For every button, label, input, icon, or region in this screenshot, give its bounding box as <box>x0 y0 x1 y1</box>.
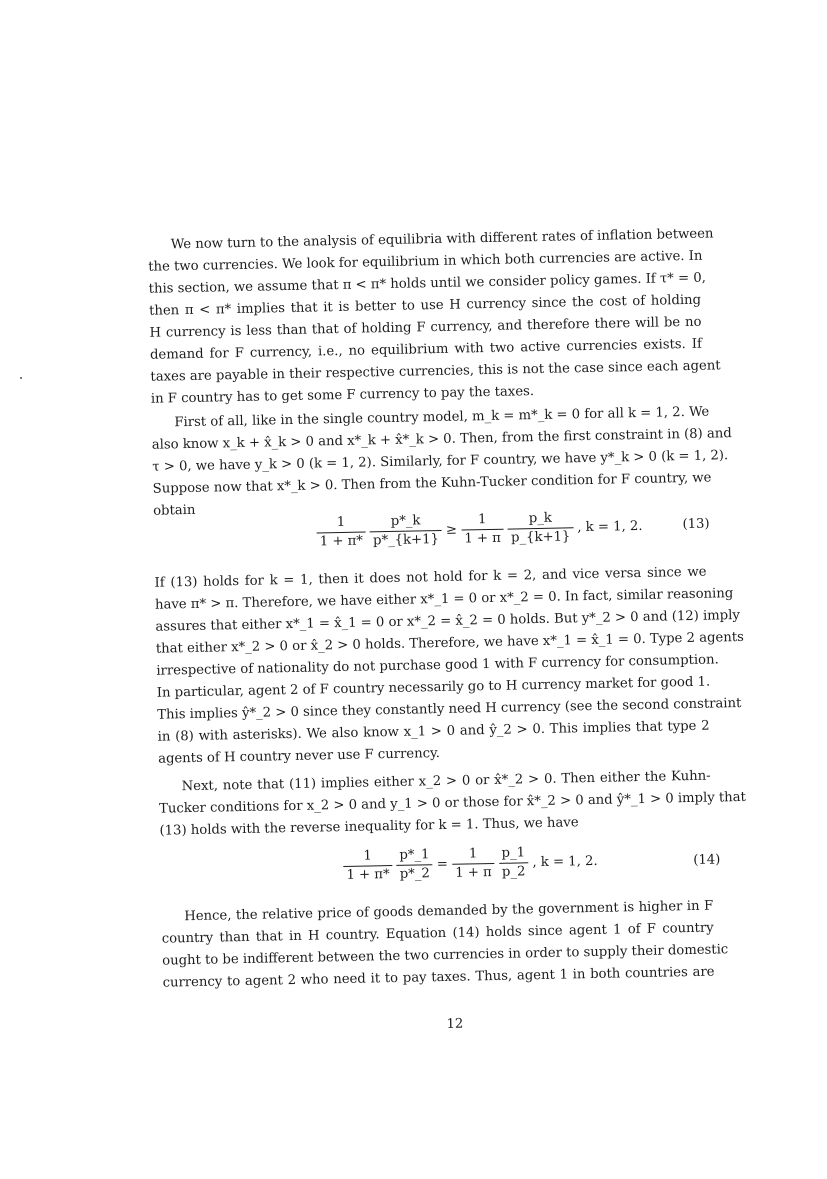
text-line: Tucker conditions for x_2 > 0 and y_1 > 0 or those for x̂*_2 > 0 and ŷ*_1 > 0 imply that <box>158 789 747 817</box>
equation-tail: , k = 1, 2. <box>577 518 643 536</box>
text-line: τ > 0, we have y_k > 0 (k = 1, 2). Similarly, for F country, we have y*_k > 0 (k = 1, 2). <box>152 448 729 475</box>
fraction <box>343 847 393 885</box>
relation-symbol: = <box>436 856 449 873</box>
text-line: This implies ŷ*_2 > 0 since they constantly need H currency (see the second constraint <box>157 695 742 723</box>
paragraph-inflation-intro <box>0 0 815 407</box>
text-line: Suppose now that x*_k > 0. Then from the Kuhn-Tucker condition for F country, we <box>152 470 712 497</box>
fraction <box>396 846 433 884</box>
equation-13 <box>316 508 643 552</box>
text-line: taxes are payable in their respective currencies, this is not the case since each agent <box>150 358 721 385</box>
numerator: 1 <box>461 511 504 531</box>
text-line: that either x*_2 > 0 or x̂_2 > 0 holds. Therefore, we have x*_1 = x̂_1 = 0. Type 2 agents <box>155 629 744 657</box>
text-line: In particular, agent 2 of F country necessarily go to H currency market for good 1. <box>156 674 711 701</box>
text-line: ought to be indifferent between the two currencies in order to supply their domestic <box>162 942 729 969</box>
text-line: also know x_k + x̂_k > 0 and x*_k + x̂*_k > 0. Then, from the first constraint in (8) and <box>151 426 732 453</box>
text-line: irrespective of nationality do not purchase good 1 with F currency for consumption. <box>156 652 719 679</box>
denominator: 1 + π <box>464 530 502 547</box>
text-line: (13) holds with the reverse inequality for k = 1. Thus, we have <box>159 815 579 839</box>
text-line: in F country has to get some F currency to pay the taxes. <box>150 384 535 407</box>
text-line: We now turn to the analysis of equilibria with different rates of inflation between <box>170 226 714 253</box>
text-line: Hence, the relative price of goods demanded by the government is higher in F <box>184 898 714 925</box>
scan-speck <box>20 377 22 379</box>
text-line: then π < π* implies that it is better to use H currency since the cost of holding <box>148 292 702 319</box>
fraction <box>461 511 504 549</box>
numerator: p*_1 <box>396 846 432 866</box>
text-line: obtain <box>153 502 196 519</box>
fraction <box>508 509 574 547</box>
denominator: p*_2 <box>399 866 430 882</box>
denominator: p_2 <box>501 864 526 880</box>
equation-tail: , k = 1, 2. <box>532 853 598 871</box>
numerator: 1 <box>452 845 495 865</box>
fraction <box>370 512 443 550</box>
fraction <box>452 845 495 883</box>
numerator: 1 <box>343 847 392 867</box>
denominator: 1 + π <box>455 865 492 881</box>
text-line: assures that either x*_1 = x̂_1 = 0 or x*_2 = x̂_2 = 0 holds. But y*_2 > 0 and (12) imply <box>155 607 741 635</box>
denominator: 1 + π* <box>346 867 390 883</box>
numerator: 1 <box>316 513 365 533</box>
numerator: p*_k <box>370 512 442 532</box>
text-line: demand for F currency, i.e., no equilibrium with two active currencies exists. If <box>149 336 703 363</box>
equation-14 <box>343 843 598 885</box>
text-line: H currency is less than that of holding F currency, and therefore there will be no <box>149 314 702 341</box>
fraction <box>498 844 528 882</box>
numerator: p_1 <box>498 844 528 864</box>
text-line: in (8) with asterisks). We also know x_1 > 0 and ŷ_2 > 0. This implies that type 2 <box>157 718 710 745</box>
relation-symbol: ≥ <box>445 522 458 538</box>
equation-number: (13) <box>682 516 710 533</box>
text-line: the two currencies. We look for equilibrium in which both currencies are active. In <box>148 248 703 275</box>
text-line: have π* > π. Therefore, we have either x*_1 = 0 or x*_2 = 0. In fact, similar reasoning <box>154 586 734 613</box>
numerator: p_k <box>508 509 574 529</box>
text-line: First of all, like in the single country model, m_k = m*_k = 0 for all k = 1, 2. We <box>174 404 710 431</box>
text-line: agents of H country never use F currency. <box>157 746 441 767</box>
fraction <box>316 513 366 551</box>
denominator: 1 + π* <box>319 533 364 550</box>
text-line: If (13) holds for k = 1, then it does not hold for k = 2, and vice versa since we <box>154 564 707 591</box>
page-number: 12 <box>446 1016 464 1032</box>
text-line: country than that in H country. Equation (14) holds since agent 1 of F country <box>161 920 714 947</box>
denominator: p_{k+1} <box>510 529 571 546</box>
text-line: this section, we assume that π < π* holds until we consider policy games. If τ* = 0, <box>148 270 706 297</box>
text-line: Next, note that (11) implies either x_2 > 0 or x̂*_2 > 0. Then either the Kuhn- <box>181 768 711 795</box>
text-line: currency to agent 2 who need it to pay taxes. Thus, agent 1 in both countries are <box>162 964 715 991</box>
equation-number: (14) <box>693 852 721 868</box>
denominator: p*_{k+1} <box>372 532 440 549</box>
